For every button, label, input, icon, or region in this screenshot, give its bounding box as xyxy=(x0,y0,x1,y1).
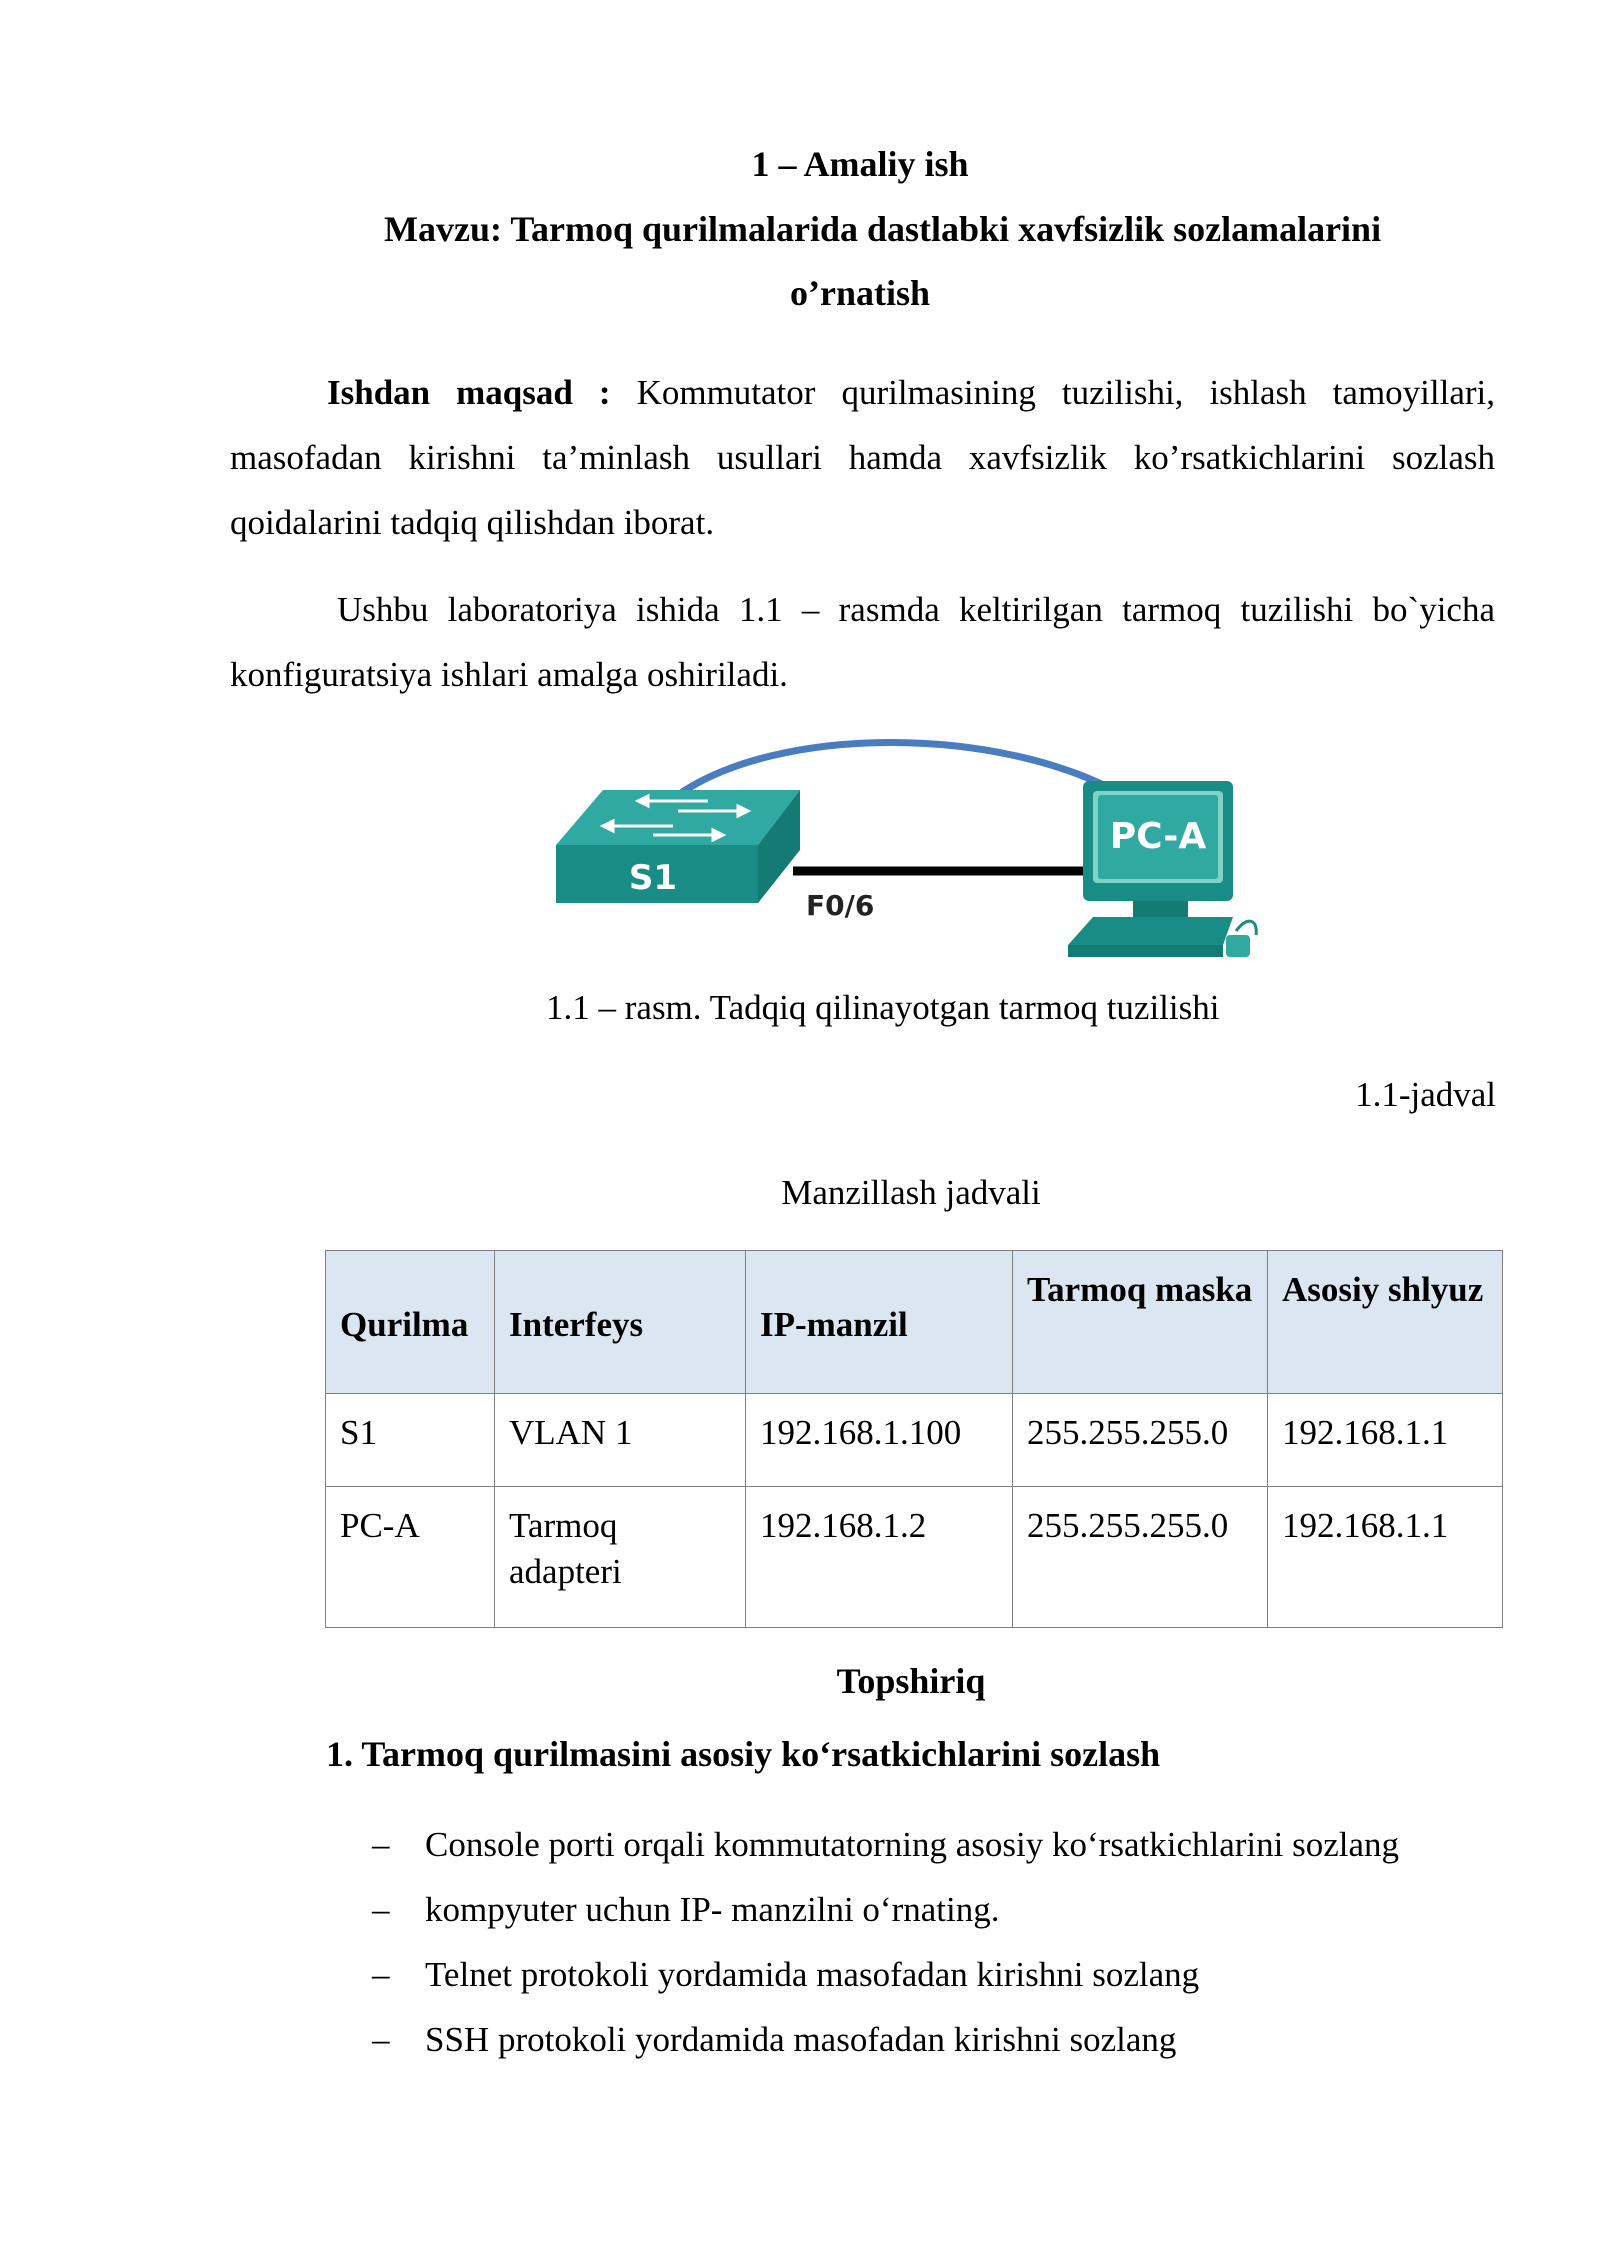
work-number-heading: 1 – Amaliy ish xyxy=(751,144,969,184)
port-label: F0/6 xyxy=(806,889,875,922)
list-item-text: SSH protokoli yordamida masofadan kirishni sozlang xyxy=(425,2020,1177,2059)
figure-caption: 1.1 – rasm. Tadqiq qilinayotgan tarmoq tuzilishi xyxy=(546,988,1220,1027)
pc-label: PC-A xyxy=(1109,816,1207,857)
list-item xyxy=(372,2007,1399,2072)
table-cell: VLAN 1 xyxy=(495,1394,746,1487)
table-cell: 255.255.255.0 xyxy=(1013,1487,1268,1628)
switch-icon xyxy=(556,790,800,903)
goal-paragraph xyxy=(230,360,1495,555)
table-cell: PC-A xyxy=(326,1487,495,1628)
table-cell: 192.168.1.100 xyxy=(746,1394,1013,1487)
switch-label: S1 xyxy=(628,858,678,898)
column-header-ip: IP-manzil xyxy=(746,1251,1013,1394)
intro-text: Ushbu laboratoriya ishida 1.1 – rasmda keltirilgan tarmoq tuzilishi bo`yicha konfiguratsiya ishlari amalga oshiriladi. xyxy=(230,590,1495,694)
list-item xyxy=(372,1942,1399,2007)
task-list xyxy=(372,1812,1399,2072)
column-header-mask: Tarmoq maska xyxy=(1013,1251,1268,1394)
column-header-device: Qurilma xyxy=(326,1251,495,1394)
table-number: 1.1-jadval xyxy=(1355,1075,1496,1114)
table-cell: 192.168.1.1 xyxy=(1268,1487,1503,1628)
topic-heading-line2: o’rnatish xyxy=(789,273,930,313)
list-item-text: Telnet protokoli yordamida masofadan kirishni sozlang xyxy=(425,1955,1200,1994)
addressing-table xyxy=(325,1250,1503,1628)
network-topology-diagram xyxy=(548,735,1268,965)
table-cell: 192.168.1.1 xyxy=(1268,1394,1503,1487)
table-row xyxy=(326,1487,1503,1628)
table-cell: 255.255.255.0 xyxy=(1013,1394,1268,1487)
list-item xyxy=(372,1877,1399,1942)
bullet-dash: – xyxy=(372,2020,390,2059)
list-item xyxy=(372,1812,1399,1877)
bullet-dash: – xyxy=(372,1890,390,1929)
table-cell: Tarmoq adapteri xyxy=(495,1487,746,1628)
table-cell: S1 xyxy=(326,1394,495,1487)
goal-text: Kommutator qurilmasining tuzilishi, ishlash tamoyillari, masofadan kirishni ta’minlash usullari hamda xavfsizlik ko’rsatkichlarini sozlash qoidalarini tadqiq qilishdan iborat. xyxy=(230,373,1495,542)
table-row xyxy=(326,1394,1503,1487)
goal-label: Ishdan maqsad : xyxy=(327,373,611,412)
table-header-row xyxy=(326,1251,1503,1394)
column-header-gateway: Asosiy shlyuz xyxy=(1268,1251,1503,1394)
console-cable xyxy=(678,743,1123,796)
list-item-text: Console porti orqali kommutatorning asosiy ko‘rsatkichlarini sozlang xyxy=(425,1825,1400,1864)
bullet-dash: – xyxy=(372,1825,390,1864)
pc-icon xyxy=(1068,781,1256,957)
task-subtitle: 1. Tarmoq qurilmasini asosiy ko‘rsatkichlarini sozlash xyxy=(326,1734,1161,1774)
list-item-text: kompyuter uchun IP- manzilni o‘rnating. xyxy=(425,1890,1000,1929)
task-title: Topshiriq xyxy=(836,1661,986,1701)
topic-heading-line1: Mavzu: Tarmoq qurilmalarida dastlabki xavfsizlik sozlamalarini xyxy=(384,209,1382,249)
column-header-interface: Interfeys xyxy=(495,1251,746,1394)
table-title: Manzillash jadvali xyxy=(781,1173,1041,1212)
table-cell: 192.168.1.2 xyxy=(746,1487,1013,1628)
intro-paragraph xyxy=(230,577,1495,707)
bullet-dash: – xyxy=(372,1955,390,1994)
